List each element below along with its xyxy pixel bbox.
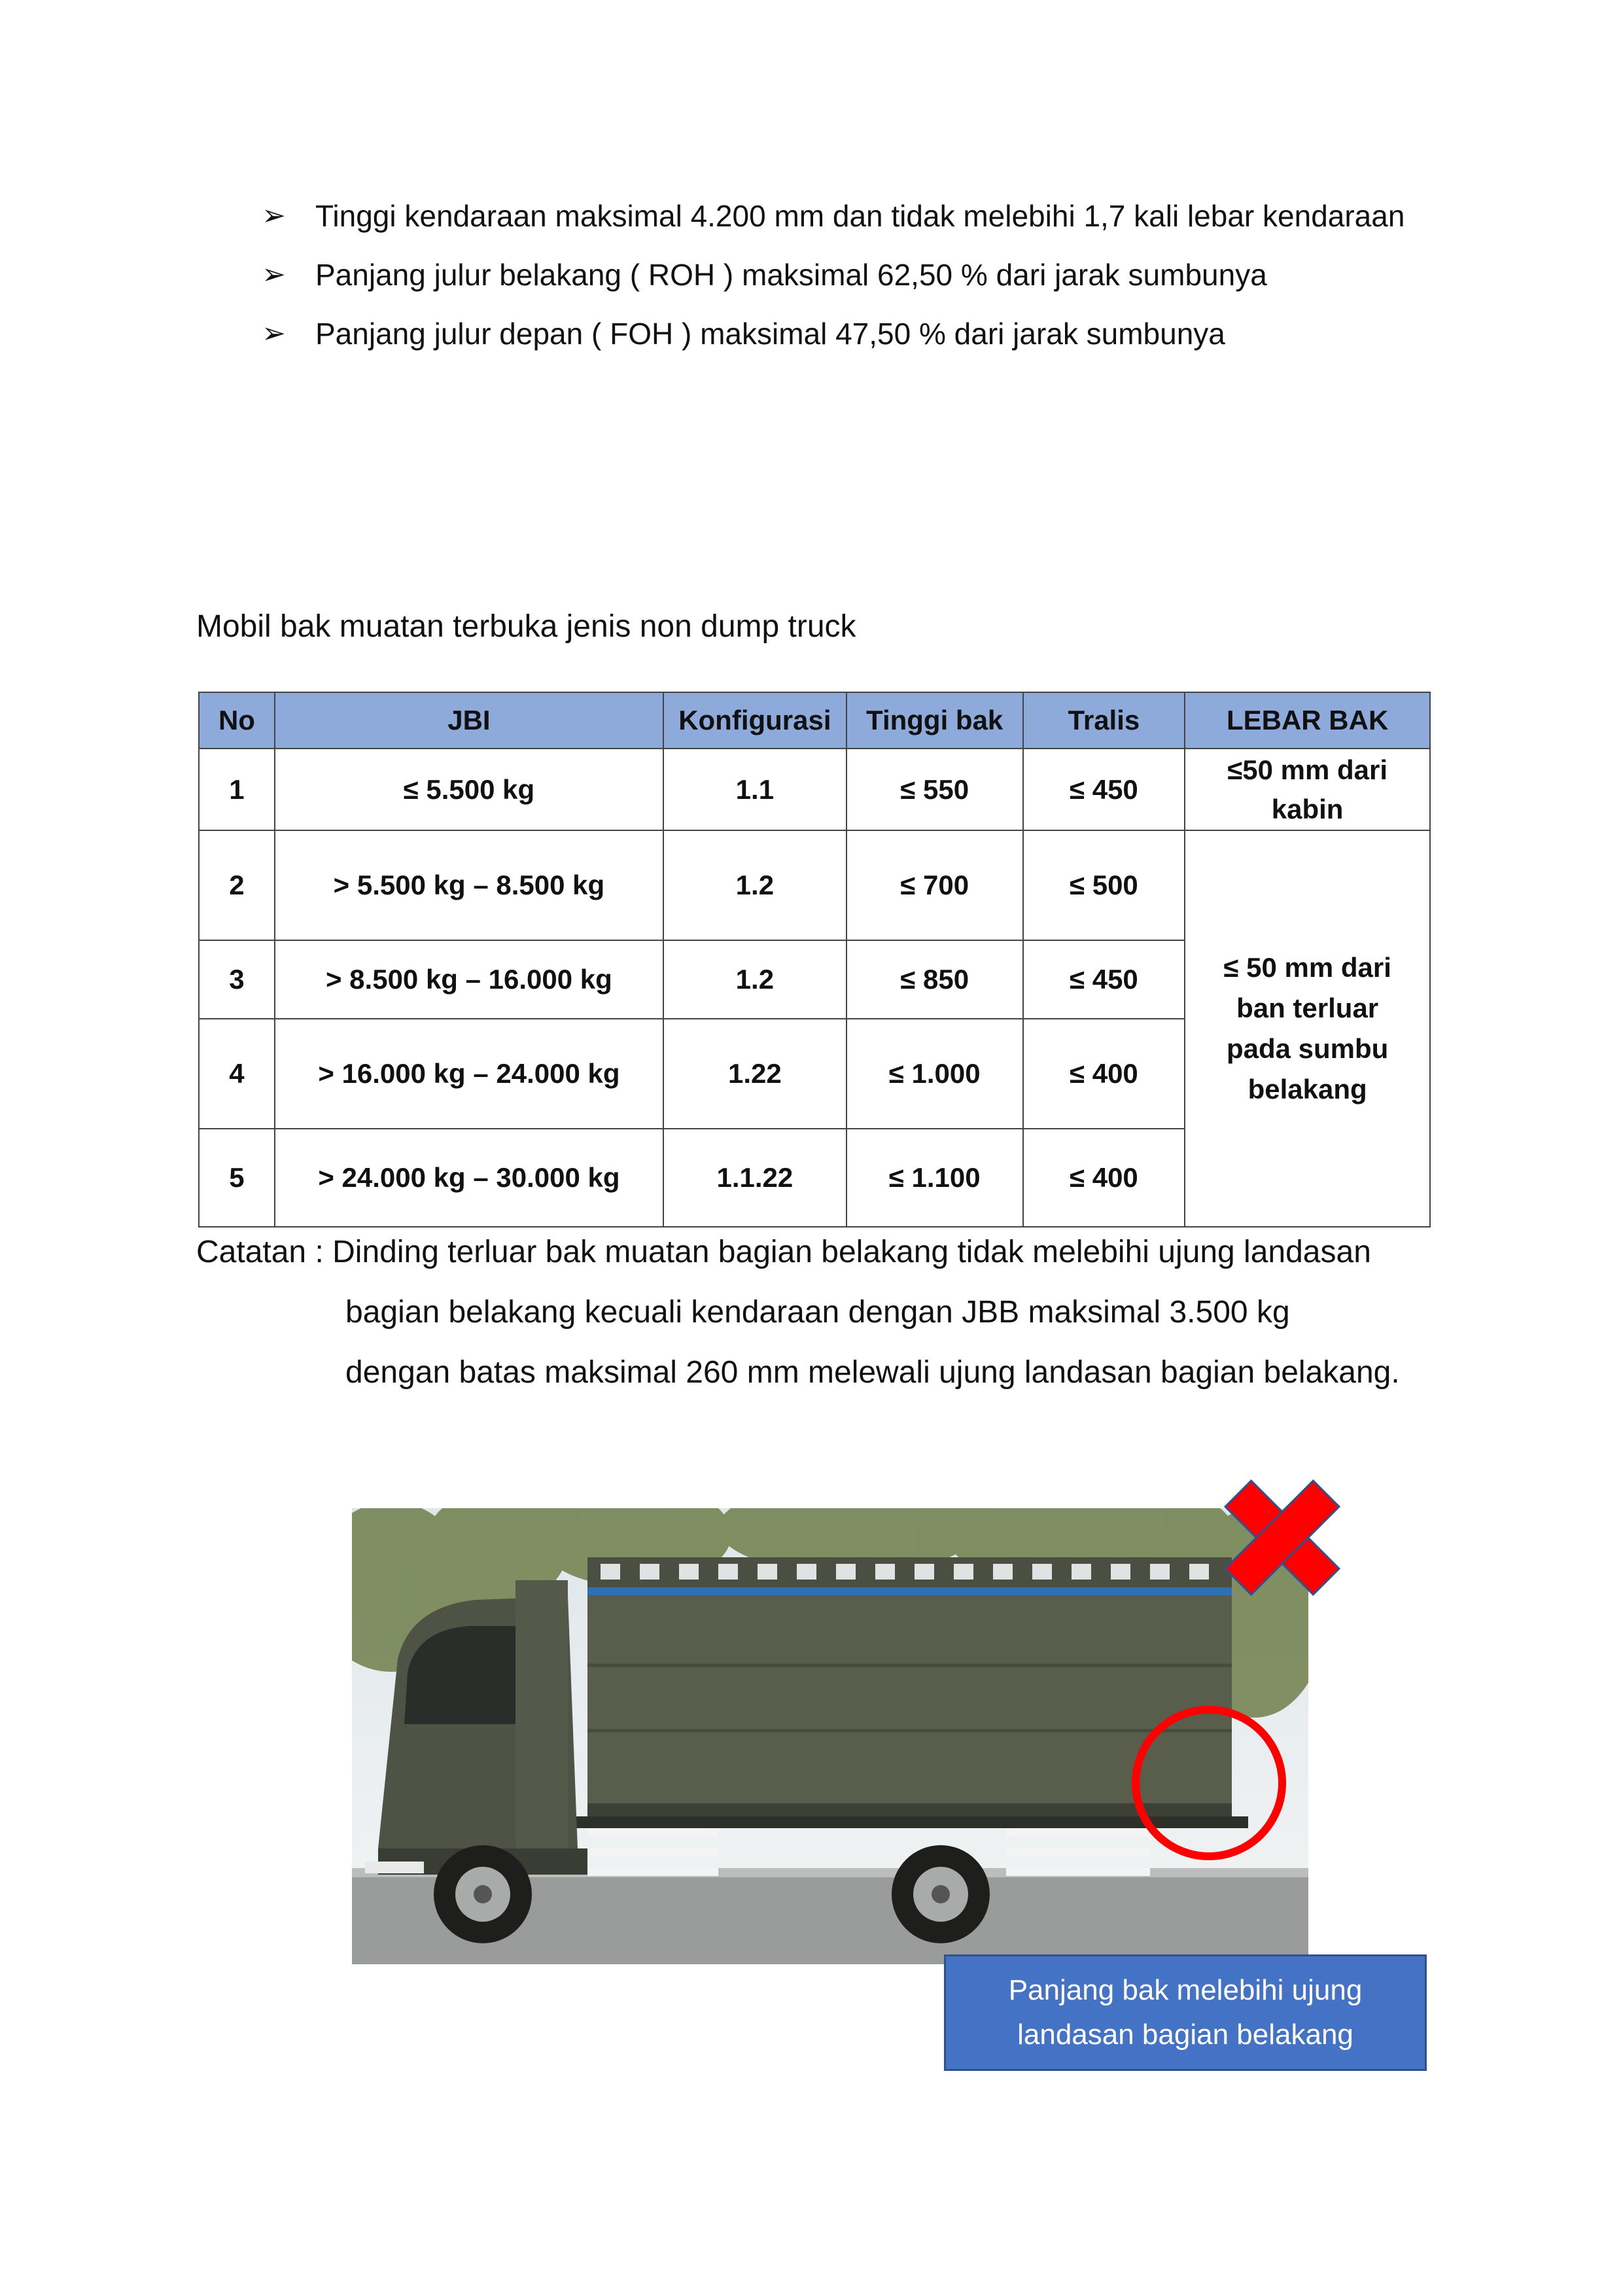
cell-konfigurasi: 1.2 [663,940,846,1019]
cell-no: 2 [199,830,275,940]
header-jbi: JBI [275,692,663,749]
cell-lebar-bak-merged: ≤ 50 mm dari ban terluar pada sumbu belakang [1185,830,1430,1227]
header-tinggi-bak: Tinggi bak [846,692,1023,749]
header-lebar-bak: LEBAR BAK [1185,692,1430,749]
cell-no: 4 [199,1019,275,1129]
note-block [196,1222,1433,1403]
cell-tralis: ≤ 450 [1023,940,1185,1019]
cell-konfigurasi: 1.22 [663,1019,846,1129]
callout-line: Panjang bak melebihi ujung [1008,1974,1363,2006]
callout-box [944,1954,1427,2071]
bullet-list [262,186,1429,363]
cell-jbi: > 16.000 kg – 24.000 kg [275,1019,663,1129]
note-line: dengan batas maksimal 260 mm melewali ujung landasan bagian belakang. [345,1355,1400,1390]
cell-tralis: ≤ 500 [1023,830,1185,940]
cell-jbi: ≤ 5.500 kg [275,749,663,830]
truck-photo [352,1508,1308,1964]
cell-konfigurasi: 1.1.22 [663,1129,846,1227]
header-tralis: Tralis [1023,692,1185,749]
cell-no: 1 [199,749,275,830]
note-line [196,1222,1433,1282]
arrowhead-bullet-icon: ➢ [262,258,286,291]
header-no: No [199,692,275,749]
table-row [199,749,1430,830]
arrowhead-bullet-icon: ➢ [262,200,286,232]
table-header-row [199,692,1430,749]
cell-lebar-bak: ≤50 mm dari kabin [1185,749,1430,830]
table-caption: Mobil bak muatan terbuka jenis non dump truck [196,609,856,644]
note-line: bagian belakang kecuali kendaraan dengan JBB maksimal 3.500 kg [345,1295,1290,1330]
cell-jbi: > 8.500 kg – 16.000 kg [275,940,663,1019]
header-konfigurasi: Konfigurasi [663,692,846,749]
bullet-text: Panjang julur depan ( FOH ) maksimal 47,50 % dari jarak sumbunya [315,317,1225,351]
cell-tralis: ≤ 400 [1023,1129,1185,1227]
spec-table [198,692,1431,1227]
cell-no: 3 [199,940,275,1019]
red-x-icon [1217,1472,1348,1603]
cell-jbi: > 5.500 kg – 8.500 kg [275,830,663,940]
note-text: Dinding terluar bak muatan bagian belakang tidak melebihi ujung landasan [332,1235,1371,1269]
cell-tinggi: ≤ 1.000 [846,1019,1023,1129]
note-label: Catatan : [196,1235,324,1269]
cell-jbi: > 24.000 kg – 30.000 kg [275,1129,663,1227]
truck-illustration [352,1508,1308,1964]
bullet-item [262,245,1429,304]
callout-line: landasan bagian belakang [1017,2019,1353,2051]
cell-tinggi: ≤ 700 [846,830,1023,940]
cell-no: 5 [199,1129,275,1227]
cell-konfigurasi: 1.1 [663,749,846,830]
table-row [199,830,1430,940]
cell-tinggi: ≤ 550 [846,749,1023,830]
bullet-text: Tinggi kendaraan maksimal 4.200 mm dan tidak melebihi 1,7 kali lebar kendaraan [315,199,1405,233]
cell-tralis: ≤ 400 [1023,1019,1185,1129]
cell-konfigurasi: 1.2 [663,830,846,940]
cell-tinggi: ≤ 1.100 [846,1129,1023,1227]
cell-tinggi: ≤ 850 [846,940,1023,1019]
bullet-text: Panjang julur belakang ( ROH ) maksimal 62,50 % dari jarak sumbunya [315,258,1267,292]
bullet-item [262,186,1429,245]
bullet-item [262,304,1429,363]
arrowhead-bullet-icon: ➢ [262,317,286,349]
cell-tralis: ≤ 450 [1023,749,1185,830]
